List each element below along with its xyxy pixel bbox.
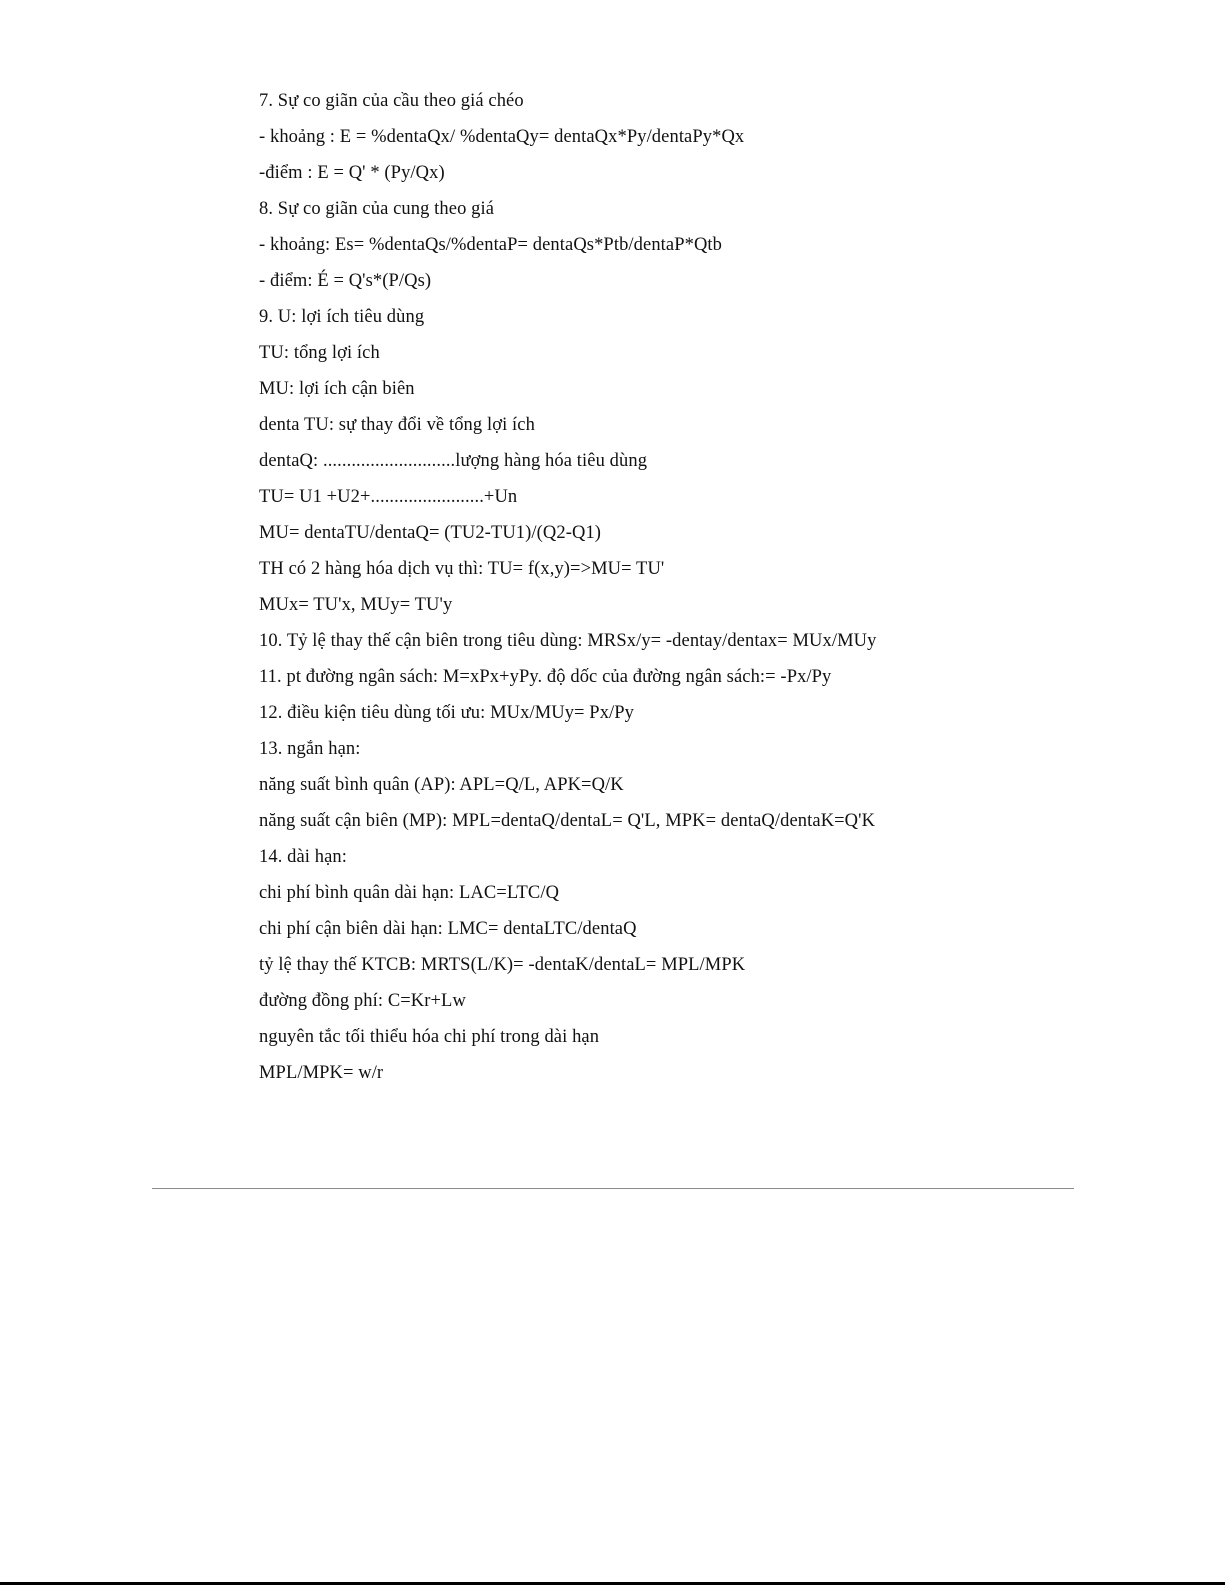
definition-line: năng suất bình quân (AP): APL=Q/L, APK=Q/K	[259, 775, 624, 795]
formula-line: MUx= TU'x, MUy= TU'y	[259, 595, 453, 615]
definition-line: denta TU: sự thay đổi về tổng lợi ích	[259, 415, 535, 435]
definition-line: TU: tổng lợi ích	[259, 343, 380, 363]
formula-line: - điểm: É = Q's*(P/Qs)	[259, 271, 432, 291]
definition-line: tỷ lệ thay thế KTCB: MRTS(L/K)= -dentaK/dentaL= MPL/MPK	[259, 955, 746, 975]
definition-line: đường đồng phí: C=Kr+Lw	[259, 991, 466, 1011]
definition-line: MU: lợi ích cận biên	[259, 379, 415, 399]
heading-cross-price-elasticity: 7. Sự co giãn của cầu theo giá chéo	[259, 91, 524, 111]
heading-mrs: 10. Tỷ lệ thay thế cận biên trong tiêu dùng: MRSx/y= -dentay/dentax= MUx/MUy	[259, 631, 877, 651]
heading-supply-elasticity: 8. Sự co giãn của cung theo giá	[259, 199, 495, 219]
formula-line: - khoảng: Es= %dentaQs/%dentaP= dentaQs*Ptb/dentaP*Qtb	[259, 235, 723, 255]
page-divider	[152, 1188, 1074, 1189]
formula-line: MU= dentaTU/dentaQ= (TU2-TU1)/(Q2-Q1)	[259, 523, 602, 543]
definition-line: dentaQ: ............................lượng hàng hóa tiêu dùng	[259, 451, 648, 471]
definition-line: chi phí cận biên dài hạn: LMC= dentaLTC/dentaQ	[259, 919, 637, 939]
formula-line: -điểm : E = Q' * (Py/Qx)	[259, 163, 445, 183]
formula-line: TU= U1 +U2+........................+Un	[259, 487, 518, 507]
formula-line: TH có 2 hàng hóa dịch vụ thì: TU= f(x,y)=>MU= TU'	[259, 559, 665, 579]
definition-line: năng suất cận biên (MP): MPL=dentaQ/dentaL= Q'L, MPK= dentaQ/dentaK=Q'K	[259, 811, 876, 831]
definition-line: nguyên tắc tối thiểu hóa chi phí trong dài hạn	[259, 1027, 600, 1047]
heading-optimal-consumption: 12. điều kiện tiêu dùng tối ưu: MUx/MUy= Px/Py	[259, 703, 635, 723]
heading-long-run: 14. dài hạn:	[259, 847, 348, 867]
heading-budget-line: 11. pt đường ngân sách: M=xPx+yPy. độ dốc của đường ngân sách:= -Px/Py	[259, 667, 832, 687]
document-body	[259, 83, 1159, 1091]
heading-short-run: 13. ngắn hạn:	[259, 739, 361, 759]
heading-utility: 9. U: lợi ích tiêu dùng	[259, 307, 425, 327]
definition-line: chi phí bình quân dài hạn: LAC=LTC/Q	[259, 883, 560, 903]
formula-line: - khoảng : E = %dentaQx/ %dentaQy= dentaQx*Py/dentaPy*Qx	[259, 127, 745, 147]
formula-line: MPL/MPK= w/r	[259, 1063, 384, 1083]
